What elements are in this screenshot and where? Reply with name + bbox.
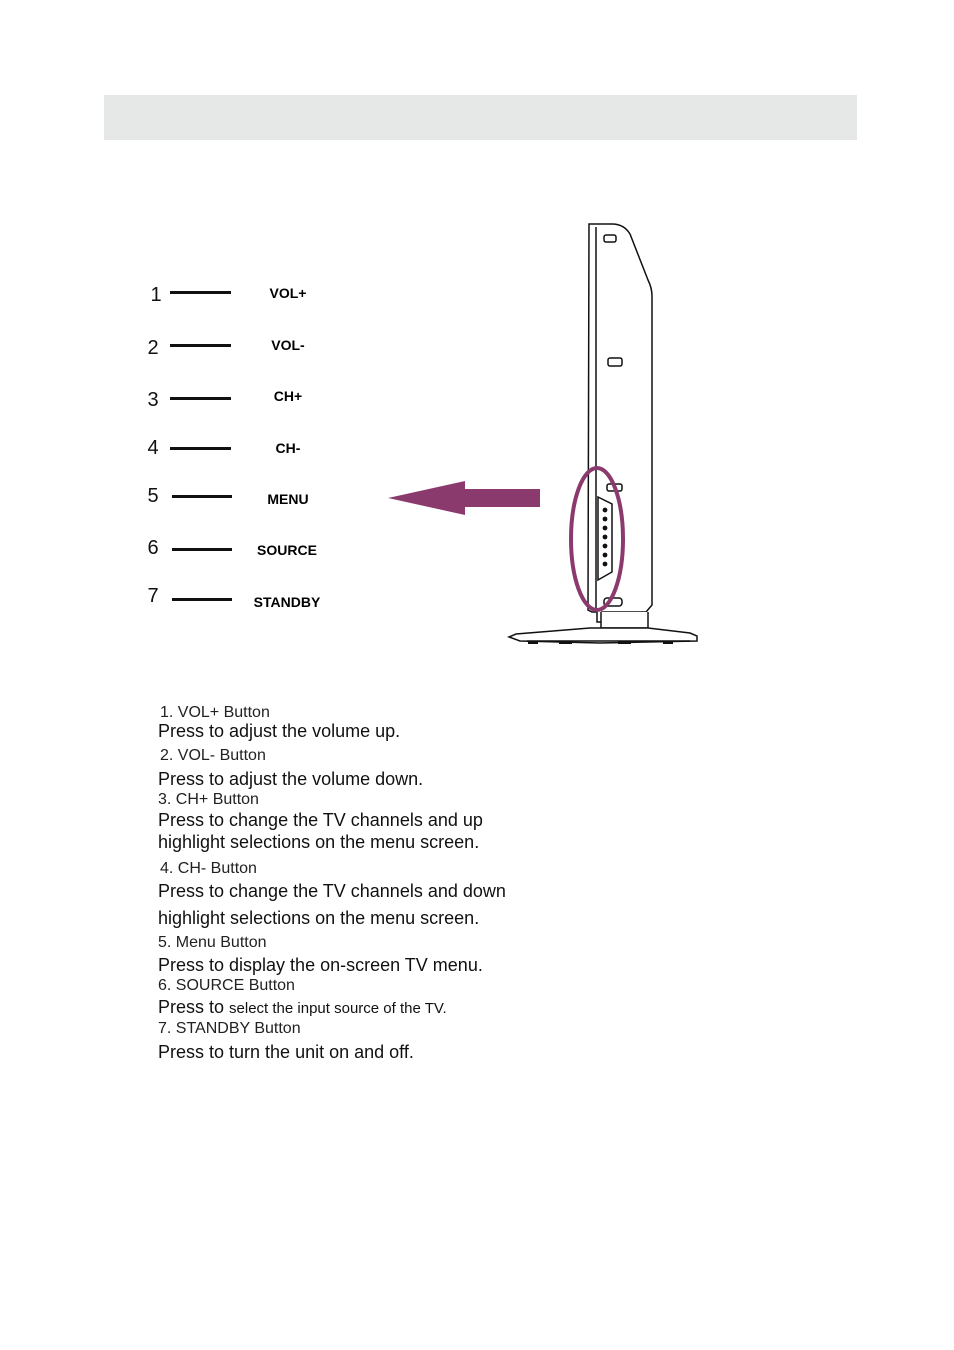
description-title: 6. SOURCE Button — [158, 977, 295, 994]
description-text: Press to adjust the volume down. — [158, 769, 424, 789]
leader-line — [170, 397, 231, 400]
tv-side-view-diagram — [380, 215, 710, 655]
description-text: Press to change the TV channels and up — [158, 810, 483, 830]
description-title: 7. STANDBY Button — [158, 1020, 301, 1037]
control-number: 4 — [147, 437, 159, 459]
description-text: Press to display the on-screen TV menu. — [158, 955, 483, 975]
control-label: VOL+ — [269, 285, 307, 301]
description-text-prefix: Press to — [158, 997, 230, 1017]
description-text: highlight selections on the menu screen. — [158, 908, 480, 928]
control-number: 2 — [147, 337, 159, 359]
leader-line — [170, 344, 231, 347]
control-label: CH- — [275, 440, 301, 456]
description-text-detail: select the input source of the TV. — [229, 1000, 447, 1017]
control-label: CH+ — [273, 388, 303, 404]
description-text: Press to adjust the volume up. — [158, 721, 401, 741]
control-label: VOL- — [271, 337, 305, 353]
tv-side-view-icon — [509, 224, 697, 644]
control-label: STANDBY — [253, 594, 321, 610]
control-number: 6 — [147, 537, 159, 559]
description-title: 2. VOL- Button — [160, 747, 266, 764]
control-number: 7 — [147, 585, 159, 607]
leader-line — [172, 495, 232, 498]
description-text: highlight selections on the menu screen. — [158, 832, 480, 852]
description-text: Press to turn the unit on and off. — [158, 1042, 414, 1062]
leader-line — [172, 598, 232, 601]
control-number: 3 — [147, 389, 159, 411]
description-title: 1. VOL+ Button — [160, 704, 270, 721]
left-arrow-icon — [388, 481, 540, 515]
control-label: MENU — [267, 491, 309, 507]
description-text: Press to change the TV channels and down — [158, 881, 506, 901]
control-number: 5 — [147, 485, 159, 507]
section-header-band — [104, 95, 857, 140]
description-title: 3. CH+ Button — [158, 791, 259, 808]
leader-line — [172, 548, 232, 551]
leader-line — [170, 447, 231, 450]
control-number: 1 — [150, 284, 162, 306]
description-title: 5. Menu Button — [158, 934, 267, 951]
description-text — [158, 996, 447, 1020]
description-title: 4. CH- Button — [160, 860, 257, 877]
control-label: SOURCE — [257, 542, 317, 558]
leader-line — [170, 291, 231, 294]
